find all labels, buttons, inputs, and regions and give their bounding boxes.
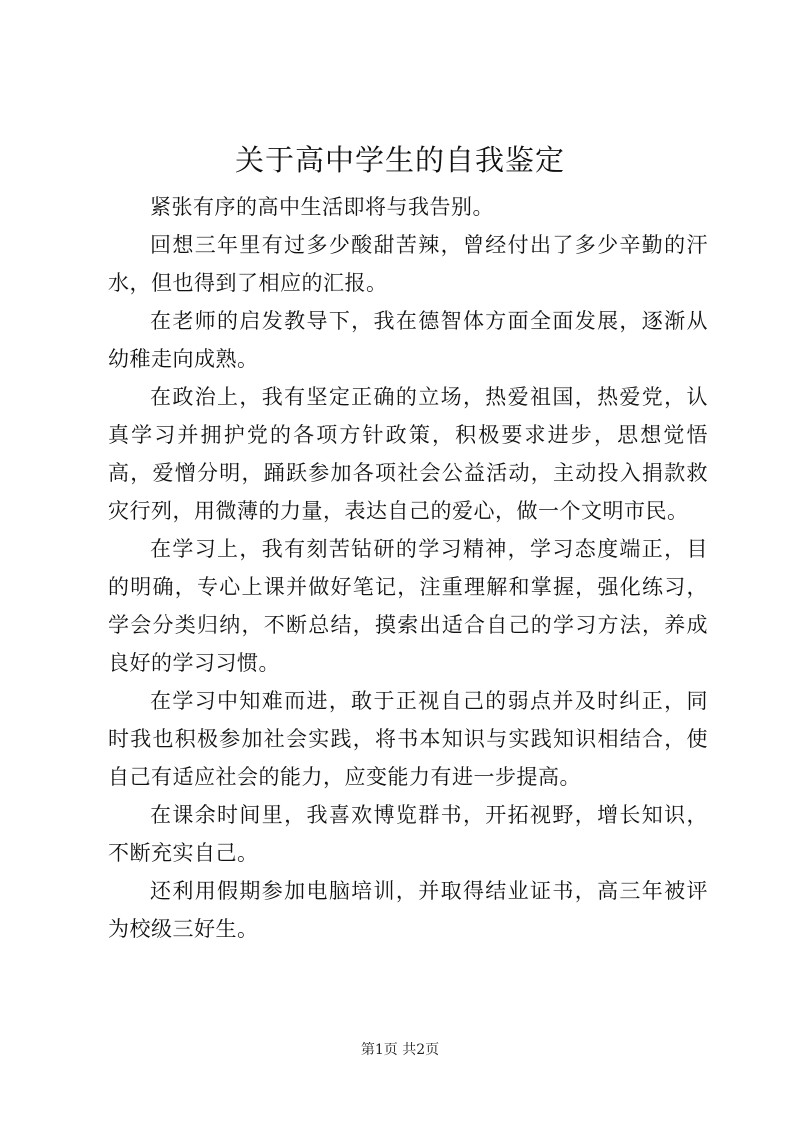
paragraph: 在政治上，我有坚定正确的立场，热爱祖国，热爱党，认真学习并拥护党的各项方针政策，积极要求进步，思想觉悟高，爱憎分明，踊跃参加各项社会公益活动，主动投入捐款救灾行列，用微薄的力量，表达自己的爱心，做一个文明市民。: [108, 385, 708, 523]
paragraph: 还利用假期参加电脑培训，并取得结业证书，高三年被评为校级三好生。: [108, 879, 708, 941]
paragraph: 回想三年里有过多少酸甜苦辣，曾经付出了多少辛勤的汗水，但也得到了相应的汇报。: [108, 233, 708, 295]
paragraph: 在老师的启发教导下，我在德智体方面全面发展，逐渐从幼稚走向成熟。: [108, 309, 708, 371]
paragraph: 紧张有序的高中生活即将与我告别。: [150, 195, 494, 219]
document-title: 关于高中学生的自我鉴定: [234, 143, 565, 177]
paragraph: 在学习上，我有刻苦钻研的学习精神，学习态度端正，目的明确，专心上课并做好笔记，注重理解和掌握，强化练习，学会分类归纳，不断总结，摸索出适合自己的学习方法，养成良好的学习习惯。: [108, 537, 708, 675]
page-number-footer: 第1页 共2页: [360, 1042, 440, 1058]
paragraph: 在课余时间里，我喜欢博览群书，开拓视野，增长知识，不断充实自己。: [108, 803, 708, 865]
document-body: [108, 188, 708, 948]
paragraph: 在学习中知难而进，敢于正视自己的弱点并及时纠正，同时我也积极参加社会实践，将书本知识与实践知识相结合，使自己有适应社会的能力，应变能力有进一步提高。: [108, 689, 708, 789]
